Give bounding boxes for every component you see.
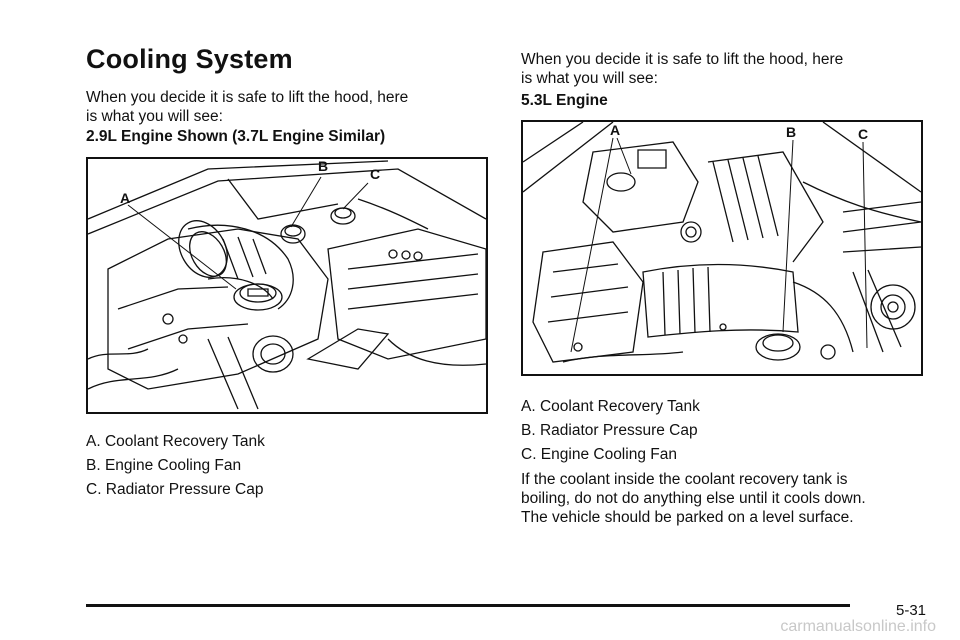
callout-c-left: C (370, 166, 381, 182)
right-legend (521, 395, 700, 467)
legend-item: A. Coolant Recovery Tank (86, 433, 265, 450)
callout-b-left: B (318, 158, 329, 174)
left-legend (86, 430, 265, 502)
legend-item: C. Radiator Pressure Cap (86, 481, 264, 498)
legend-item: B. Engine Cooling Fan (86, 457, 242, 474)
watermark (0, 618, 960, 636)
right-figure-callout-lines (521, 120, 919, 372)
right-intro-text: When you decide it is safe to lift the hood, here is what you will see: (521, 51, 844, 87)
page-number: 5-31 (896, 602, 927, 619)
legend-item: A. Coolant Recovery Tank (521, 398, 700, 415)
callout-c-right: C (858, 126, 869, 142)
callout-a-right: A (610, 122, 621, 138)
callout-b-right: B (786, 124, 797, 140)
callout-a-left: A (120, 190, 131, 206)
footer-rule (86, 604, 850, 607)
watermark-text: carmanualsonline.info (780, 618, 936, 635)
left-figure-callout-lines (86, 157, 484, 410)
legend-item: C. Engine Cooling Fan (521, 446, 677, 463)
legend-item: B. Radiator Pressure Cap (521, 422, 698, 439)
coolant-warning-text: If the coolant inside the coolant recovery tank is boiling, do not do anything else until it cools down. The vehicle should be parked on a level surface. (521, 471, 866, 526)
page-title: Cooling System (86, 44, 293, 74)
left-figure-caption: 2.9L Engine Shown (3.7L Engine Similar) (86, 128, 386, 145)
left-intro-text: When you decide it is safe to lift the hood, here is what you will see: (86, 89, 409, 125)
right-figure-caption: 5.3L Engine (521, 92, 608, 109)
